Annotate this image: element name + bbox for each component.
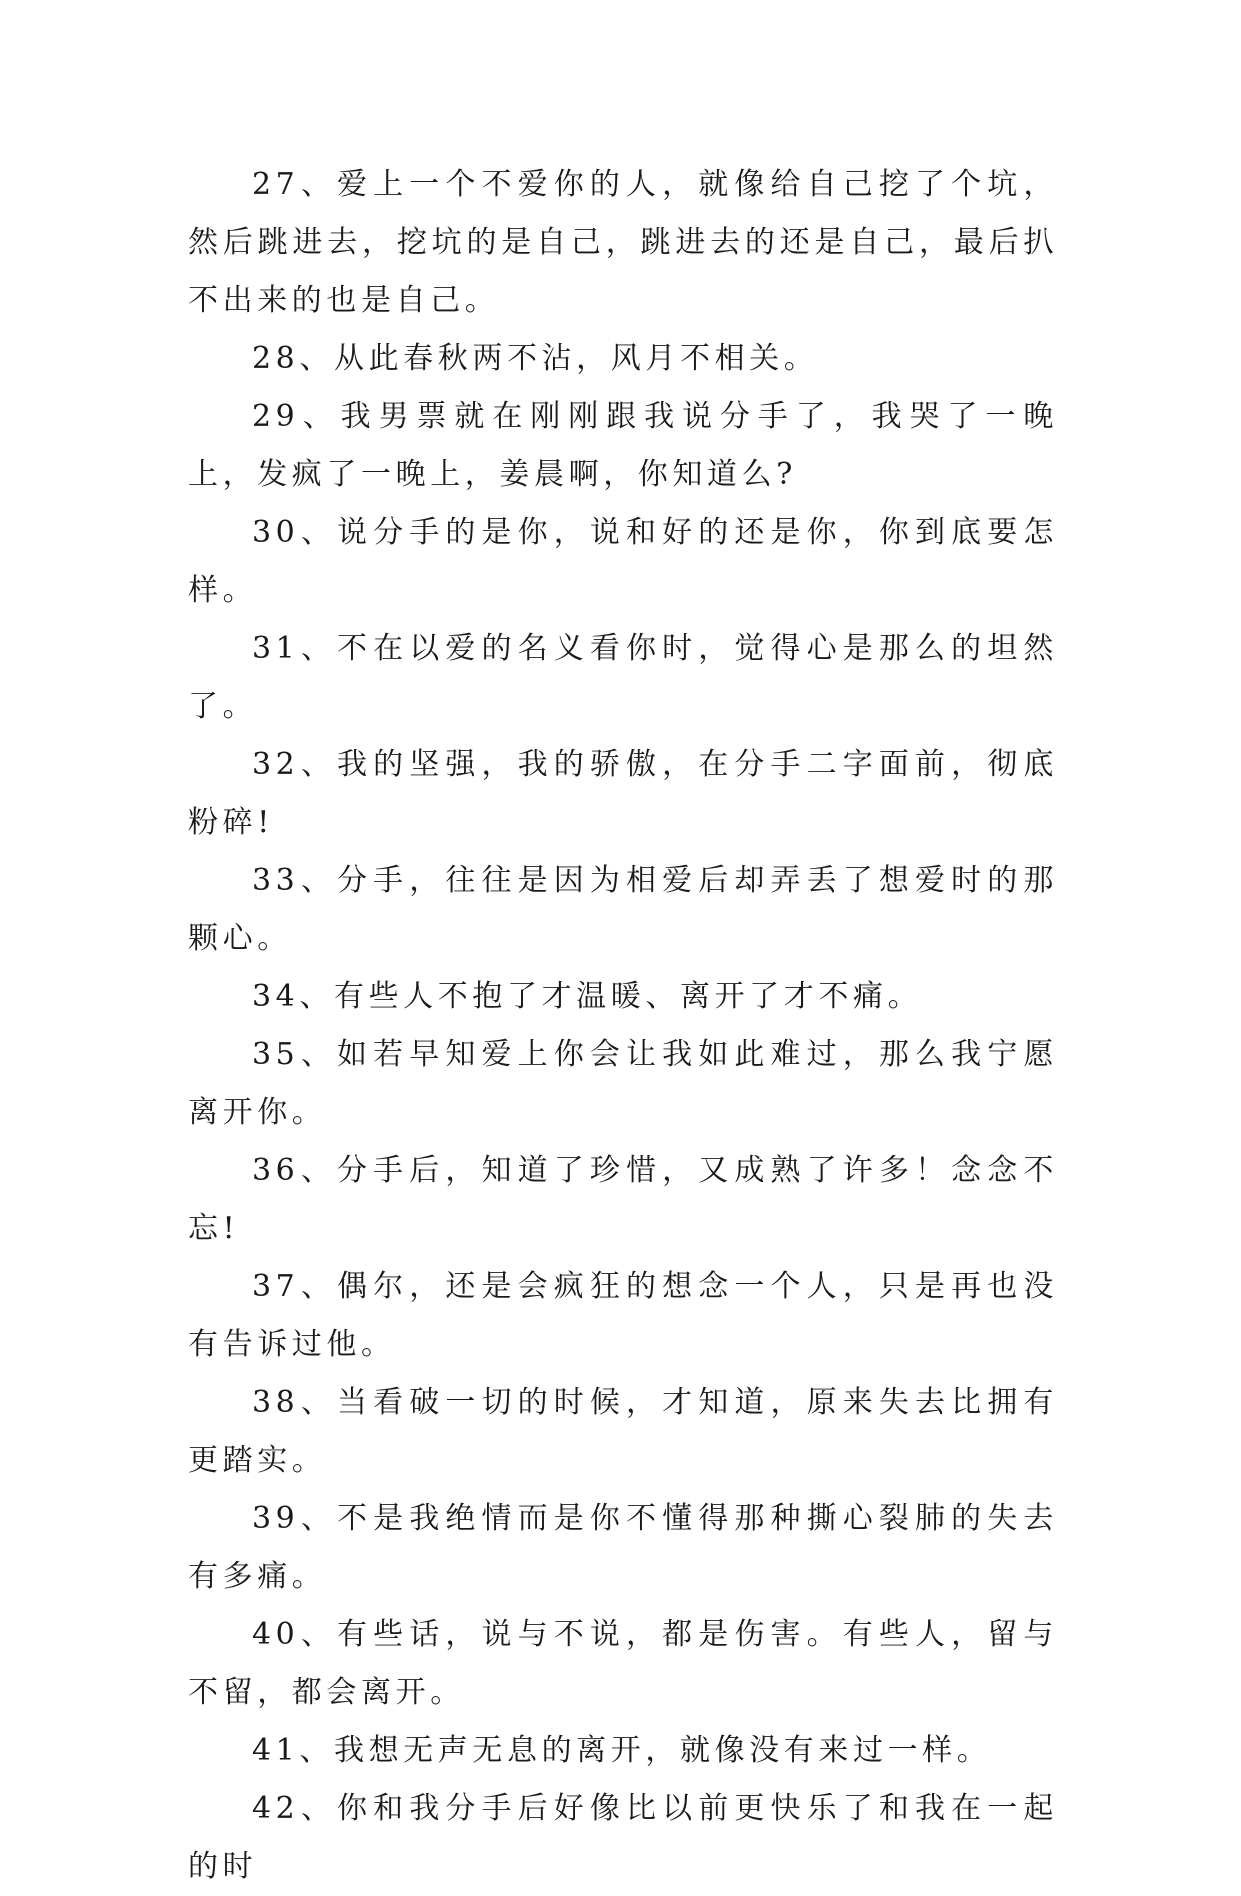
paragraph-40: 40、有些话，说与不说，都是伤害。有些人，留与不留，都会离开。 (188, 1617, 1058, 1710)
paragraph-35: 35、如若早知爱上你会让我如此难过，那么我宁愿离开你。 (188, 1037, 1058, 1130)
paragraph-28: 28、从此春秋两不沾，风月不相关。 (252, 341, 819, 376)
paragraph-39: 39、不是我绝情而是你不懂得那种撕心裂肺的失去有多痛。 (188, 1501, 1058, 1594)
paragraph-34: 34、有些人不抱了才温暖、离开了才不痛。 (252, 979, 923, 1014)
paragraph-36: 36、分手后，知道了珍惜，又成熟了许多！念念不忘! (188, 1153, 1058, 1246)
paragraph-33: 33、分手，往往是因为相爱后却弄丢了想爱时的那颗心。 (188, 863, 1058, 956)
paragraph-27: 27、爱上一个不爱你的人，就像给自己挖了个坑，然后跳进去，挖坑的是自己，跳进去的还是自己，最后扒不出来的也是自己。 (188, 167, 1058, 318)
paragraph-37: 37、偶尔，还是会疯狂的想念一个人，只是再也没有告诉过他。 (188, 1269, 1058, 1362)
paragraph-42: 42、你和我分手后好像比以前更快乐了和我在一起的时 (188, 1791, 1058, 1884)
paragraph-32: 32、我的坚强，我的骄傲，在分手二字面前，彻底粉碎! (188, 747, 1058, 840)
paragraph-41: 41、我想无声无息的离开，就像没有来过一样。 (252, 1733, 992, 1768)
paragraph-29: 29、我男票就在刚刚跟我说分手了，我哭了一晚上，发疯了一晚上，姜晨啊，你知道么? (188, 399, 1058, 492)
paragraph-38: 38、当看破一切的时候，才知道，原来失去比拥有更踏实。 (188, 1385, 1058, 1478)
paragraph-31: 31、不在以爱的名义看你时，觉得心是那么的坦然了。 (188, 631, 1058, 724)
paragraph-30: 30、说分手的是你，说和好的还是你，你到底要怎样。 (188, 515, 1058, 608)
document-body (188, 156, 1058, 1896)
